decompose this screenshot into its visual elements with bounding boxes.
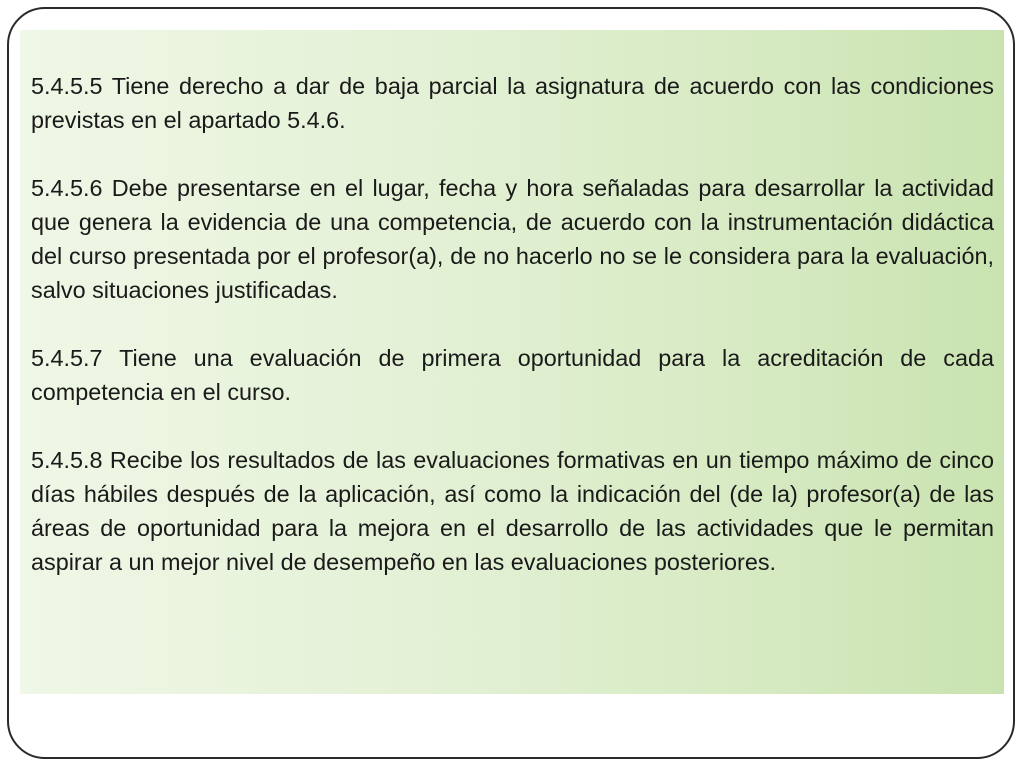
- paragraph-5-4-5-8: 5.4.5.8 Recibe los resultados de las evaluaciones formativas en un tiempo máximo de cinco días hábiles después de la aplicación, así como la indicación del (de la) profesor(a) de las áreas de oportunidad para la mejora en el desarrollo de las actividades que le permitan aspirar a un mejor nivel de desempeño en las evaluaciones posteriores.: [31, 447, 994, 575]
- paragraph-5-4-5-7: 5.4.5.7 Tiene una evaluación de primera oportunidad para la acreditación de cada competencia en el curso.: [31, 345, 994, 405]
- slide-text-body: [31, 69, 994, 579]
- paragraph-5-4-5-5: 5.4.5.5 Tiene derecho a dar de baja parcial la asignatura de acuerdo con las condiciones previstas en el apartado 5.4.6.: [31, 73, 994, 133]
- paragraph-5-4-5-6: 5.4.5.6 Debe presentarse en el lugar, fecha y hora señaladas para desarrollar la actividad que genera la evidencia de una competencia, de acuerdo con la instrumentación didáctica del curso presentada por el profesor(a), de no hacerlo no se le considera para la evaluación, salvo situaciones justificadas.: [31, 175, 994, 303]
